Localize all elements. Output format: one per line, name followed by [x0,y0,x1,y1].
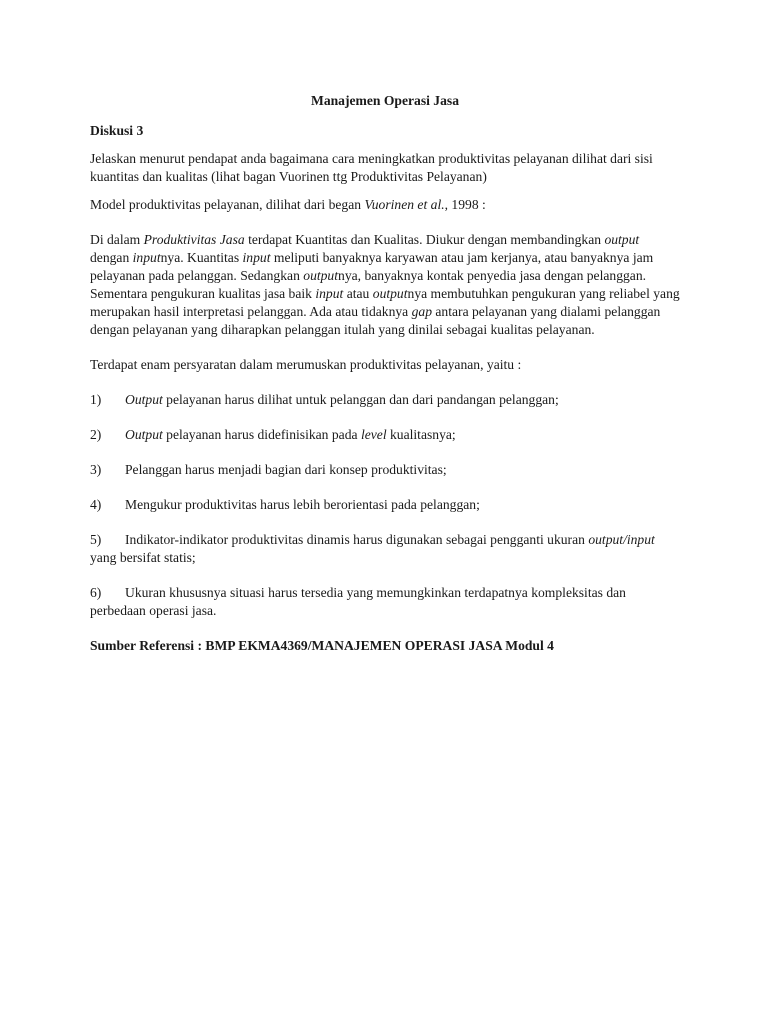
list-number: 5) [90,532,102,547]
reference-line: Sumber Referensi : BMP EKMA4369/MANAJEMEN OPERASI JASA Modul 4 [90,638,554,653]
list-item [90,391,680,409]
body-emphasis: output [604,232,640,247]
body-emphasis: output [303,268,339,283]
list-number: 4) [90,497,102,512]
body-text: meliputi banyaknya karyawan atau jam kerjanya, atau banyaknya jam pelayanan pada pelanggan. Sedangkan [90,250,654,283]
list-item [90,584,680,620]
list-emphasis: output/input [588,532,655,547]
list-emphasis: level [360,427,387,442]
list-emphasis: Output [125,427,163,442]
model-author: Vuorinen et al. [364,197,445,212]
list-text: Mengukur produktivitas harus lebih berorientasi pada pelanggan; [125,497,480,512]
model-text-after: , 1998 : [444,197,486,212]
list-item [90,461,680,479]
body-emphasis: input [315,286,344,301]
list-text-part: yang bersifat statis; [90,550,196,565]
list-number: 2) [90,427,102,442]
requirements-intro: Terdapat enam persyaratan dalam merumuskan produktivitas pelayanan, yaitu : [90,357,522,372]
body-emphasis: Produktivitas Jasa [143,232,245,247]
model-paragraph [90,196,680,214]
body-text: nya. Kuantitas [160,250,243,265]
list-emphasis: Output [125,392,163,407]
body-emphasis: input [132,250,161,265]
document-page [90,92,680,655]
list-text-part: pelayanan harus dilihat untuk pelanggan dan dari pandangan pelanggan; [162,392,559,407]
body-text: nya membutuhkan pengukuran yang reliabel yang merupakan hasil interpretasi pelanggan. Ada atau tidaknya [90,286,680,319]
list-item [90,531,680,567]
body-text: atau [343,286,373,301]
list-text: Pelanggan harus menjadi bagian dari konsep produktivitas; [125,462,447,477]
question-paragraph: Jelaskan menurut pendapat anda bagaimana cara meningkatkan produktivitas pelayanan dilihat dari sisi kuantitas dan kualitas (lihat bagan Vuorinen ttg Produktivitas Pelayanan) [90,151,653,184]
body-text: terdapat Kuantitas dan Kualitas. Diukur dengan membandingkan [244,232,605,247]
list-number: 3) [90,462,102,477]
list-text [125,391,559,409]
list-number: 6) [90,585,102,600]
model-text-before: Model produktivitas pelayanan, dilihat dari began [90,197,365,212]
document-title: Manajemen Operasi Jasa [310,93,459,108]
body-text: dengan [90,250,133,265]
list-number: 1) [90,392,102,407]
body-text: nya, banyaknya kontak penyedia jasa dengan pelanggan. Sementara pengukuran kualitas jasa baik [90,268,647,301]
list-item [90,496,680,514]
list-text-part: kualitasnya; [386,427,456,442]
body-emphasis: output [372,286,408,301]
discussion-heading: Diskusi 3 [90,123,144,138]
list-text [125,426,456,444]
body-paragraph [90,231,680,339]
list-text-part: Indikator-indikator produktivitas dinamis harus digunakan sebagai pengganti ukuran [125,532,589,547]
body-text: antara pelayanan yang dialami pelanggan dengan pelayanan yang diharapkan pelanggan itulah yang dinilai sebagai kualitas pelayanan. [90,304,661,337]
body-emphasis: gap [411,304,432,319]
body-text: Di dalam [90,232,144,247]
body-emphasis: input [242,250,271,265]
list-text-part: pelayanan harus didefinisikan pada [162,427,361,442]
list-item [90,426,680,444]
list-text-part: Ukuran khususnya situasi harus tersedia yang memungkinkan terdapatnya kompleksitas dan perbedaan operasi jasa. [90,585,626,618]
